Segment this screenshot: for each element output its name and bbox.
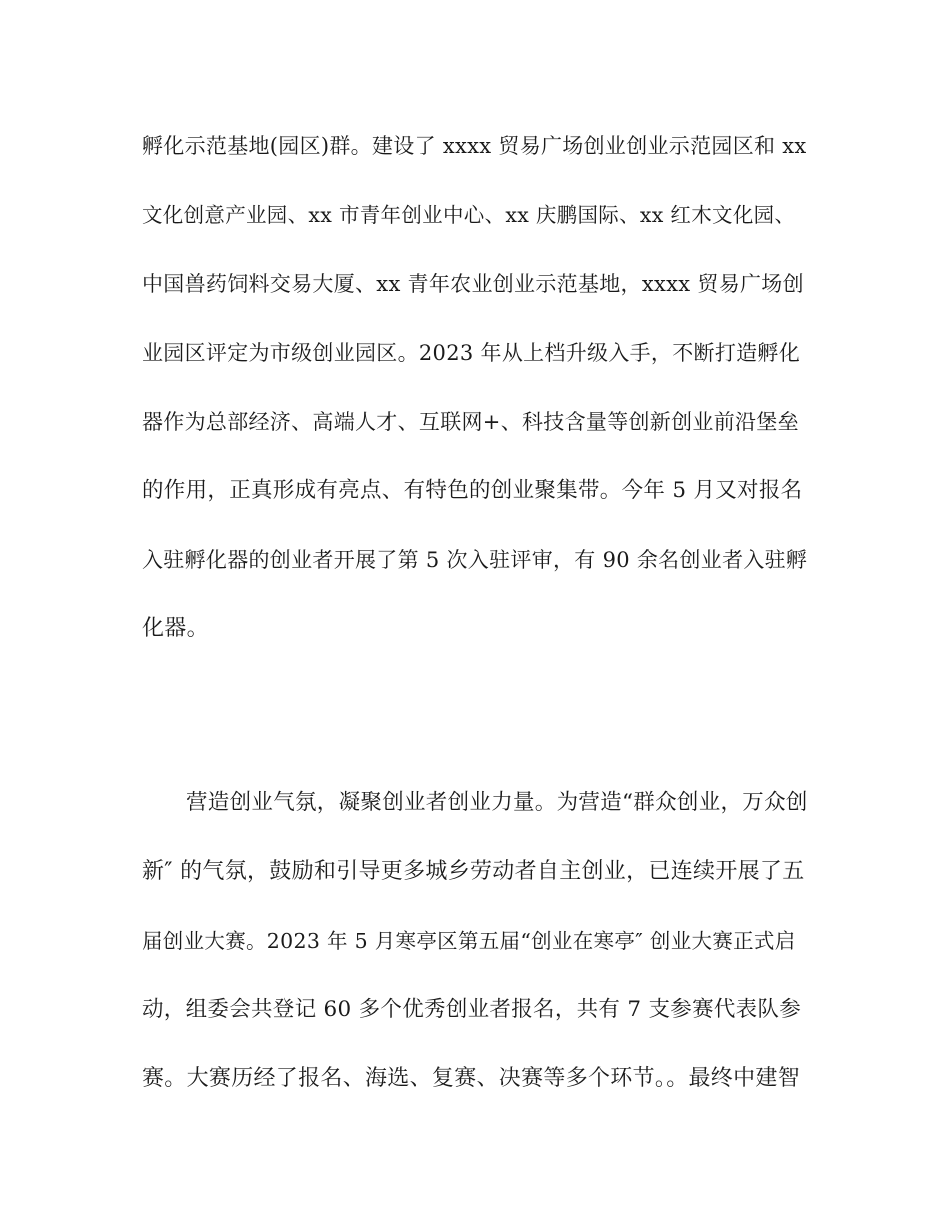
text-line: 孵化示范基地(园区)群。建设了 xxxx 贸易广场创业创业示范园区和 xx: [142, 134, 807, 158]
text-line: 届创业大赛。2023 年 5 月寒亭区第五届“创业在寒亭″ 创业大赛正式启: [142, 929, 796, 953]
text-line: 新″ 的气氛，鼓励和引导更多城乡劳动者自主创业，已连续开展了五: [142, 859, 805, 884]
text-line: 动，组委会共登记 60 多个优秀创业者报名，共有 7 支参赛代表队参: [142, 997, 802, 1022]
text-line: 营造创业气氛，凝聚创业者创业力量。为营造“群众创业，万众创: [186, 790, 808, 815]
text-line: 赛。大赛历经了报名、海选、复赛、决赛等多个环节。。最终中建智: [142, 1066, 801, 1091]
text-line: 的作用，正真形成有亮点、有特色的创业聚集带。今年 5 月又对报名: [142, 478, 803, 503]
text-line: 器作为总部经济、高端人才、互联网+、科技含量等创新创业前沿堡垒: [142, 410, 799, 434]
text-line: 中国兽药饲料交易大厦、xx 青年农业创业示范基地，xxxx 贸易广场创: [142, 272, 804, 296]
text-line: 化器。: [142, 616, 209, 641]
text-line: 文化创意产业园、xx 市青年创业中心、xx 庆鹏国际、xx 红木文化园、: [142, 203, 796, 227]
text-line: 入驻孵化器的创业者开展了第 5 次入驻评审，有 90 余名创业者入驻孵: [142, 548, 808, 572]
text-line: 业园区评定为市级创业园区。2023 年从上档升级入手，不断打造孵化: [142, 341, 801, 365]
